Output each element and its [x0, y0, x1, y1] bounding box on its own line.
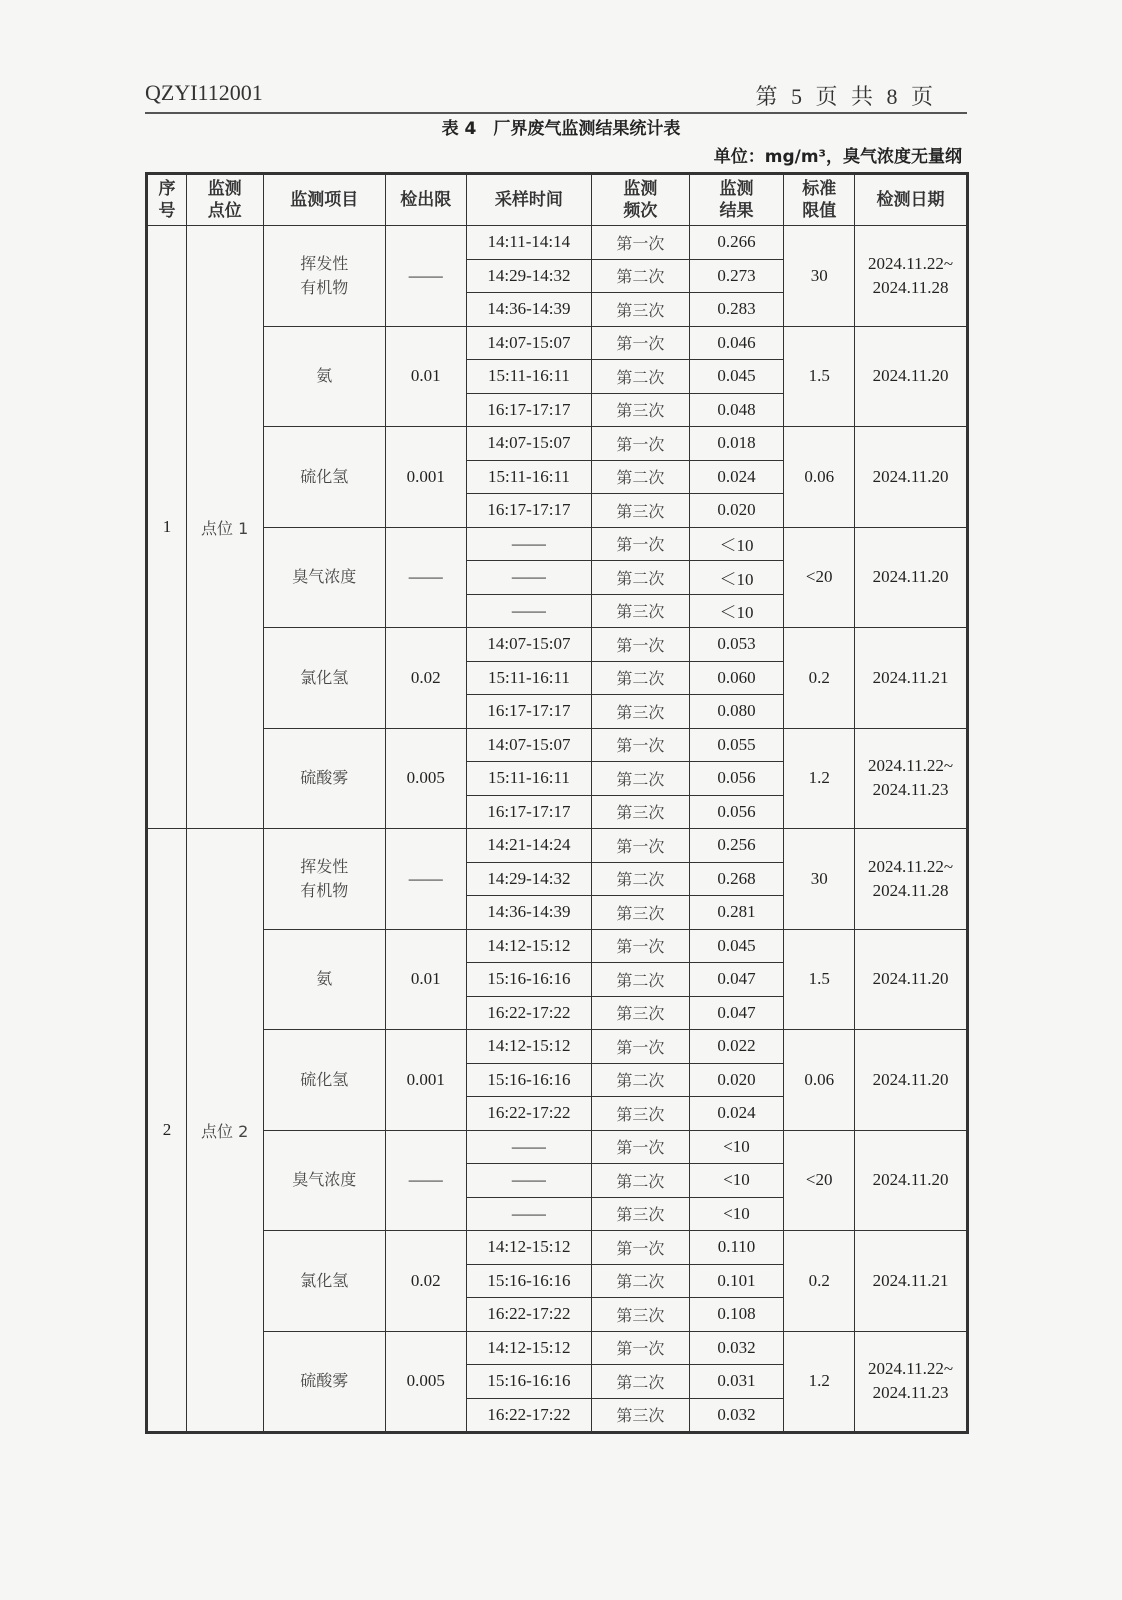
result-value: 0.020: [689, 494, 784, 528]
test-date: 2024.11.20: [855, 1030, 968, 1131]
result-value: 0.056: [689, 795, 784, 829]
page-header: [145, 80, 967, 114]
table-row: [147, 326, 968, 360]
sampling-frequency: 第二次: [592, 360, 690, 394]
column-header-8: 标准 限值: [784, 174, 855, 226]
pollutant-name: 挥发性 有机物: [263, 226, 385, 327]
sampling-time: 16:22-17:22: [466, 996, 592, 1030]
sampling-frequency: 第二次: [592, 661, 690, 695]
table-row: [147, 728, 968, 762]
detection-limit: 0.01: [385, 326, 466, 427]
sampling-time: 14:29-14:32: [466, 862, 592, 896]
sampling-time: 14:21-14:24: [466, 829, 592, 863]
sampling-frequency: 第二次: [592, 1365, 690, 1399]
standard-limit: 0.2: [784, 628, 855, 729]
sampling-frequency: 第一次: [592, 226, 690, 260]
sampling-frequency: 第一次: [592, 728, 690, 762]
result-value: <10: [689, 1197, 784, 1231]
sampling-frequency: 第二次: [592, 862, 690, 896]
table-row: [147, 628, 968, 662]
test-date: 2024.11.20: [855, 326, 968, 427]
sampling-time: 16:17-17:17: [466, 393, 592, 427]
result-value: 0.055: [689, 728, 784, 762]
detection-limit: ——: [385, 527, 466, 628]
table-body: [147, 226, 968, 1433]
test-date: 2024.11.21: [855, 628, 968, 729]
sampling-time: 14:36-14:39: [466, 293, 592, 327]
detection-limit: ——: [385, 829, 466, 930]
column-header-9: 检测日期: [855, 174, 968, 226]
sampling-time: 15:16-16:16: [466, 1063, 592, 1097]
sampling-frequency: 第二次: [592, 1063, 690, 1097]
table-title: 表 4 厂界废气监测结果统计表: [441, 119, 681, 139]
column-header-6: 监测 频次: [592, 174, 690, 226]
sampling-time: 16:22-17:22: [466, 1298, 592, 1332]
detection-limit: ——: [385, 1130, 466, 1231]
test-date: 2024.11.22~ 2024.11.23: [855, 1331, 968, 1433]
table-row: [147, 427, 968, 461]
sampling-frequency: 第二次: [592, 259, 690, 293]
table-row: [147, 1231, 968, 1265]
sampling-time: 14:12-15:12: [466, 1331, 592, 1365]
standard-limit: 0.06: [784, 427, 855, 528]
result-value: 0.056: [689, 762, 784, 796]
table-row: [147, 929, 968, 963]
sampling-frequency: 第三次: [592, 996, 690, 1030]
sampling-time: 16:17-17:17: [466, 695, 592, 729]
sampling-time: ——: [466, 1164, 592, 1198]
sampling-time: 16:17-17:17: [466, 494, 592, 528]
result-value: 0.281: [689, 896, 784, 930]
pollutant-name: 臭气浓度: [263, 1130, 385, 1231]
result-value: 0.108: [689, 1298, 784, 1332]
sampling-frequency: 第三次: [592, 494, 690, 528]
column-header-1: 序 号: [147, 174, 187, 226]
result-value: 0.046: [689, 326, 784, 360]
sampling-time: 15:16-16:16: [466, 1365, 592, 1399]
standard-limit: 1.5: [784, 326, 855, 427]
result-value: 0.047: [689, 996, 784, 1030]
sampling-frequency: 第一次: [592, 628, 690, 662]
sampling-frequency: 第一次: [592, 829, 690, 863]
sampling-time: 15:16-16:16: [466, 963, 592, 997]
column-header-4: 检出限: [385, 174, 466, 226]
sampling-time: 16:17-17:17: [466, 795, 592, 829]
sampling-frequency: 第一次: [592, 929, 690, 963]
table-row: [147, 829, 968, 863]
sampling-frequency: 第一次: [592, 326, 690, 360]
result-value: 0.018: [689, 427, 784, 461]
sampling-time: 15:16-16:16: [466, 1264, 592, 1298]
sampling-frequency: 第三次: [592, 393, 690, 427]
standard-limit: 1.2: [784, 728, 855, 829]
sampling-time: ——: [466, 1197, 592, 1231]
sampling-time: 14:12-15:12: [466, 1030, 592, 1064]
document-id: QZYI112001: [145, 80, 263, 105]
sampling-time: 14:07-15:07: [466, 628, 592, 662]
result-value: 0.110: [689, 1231, 784, 1265]
result-value: 0.266: [689, 226, 784, 260]
sampling-frequency: 第三次: [592, 695, 690, 729]
test-date: 2024.11.20: [855, 929, 968, 1030]
sampling-time: 15:11-16:11: [466, 460, 592, 494]
test-date: 2024.11.22~ 2024.11.28: [855, 829, 968, 930]
result-value: 0.032: [689, 1398, 784, 1433]
detection-limit: 0.01: [385, 929, 466, 1030]
pollutant-name: 硫酸雾: [263, 728, 385, 829]
pollutant-name: 氯化氢: [263, 1231, 385, 1332]
table-row: [147, 1331, 968, 1365]
result-value: ＜10: [689, 561, 784, 595]
sampling-frequency: 第三次: [592, 594, 690, 628]
sampling-time: ——: [466, 594, 592, 628]
result-value: 0.020: [689, 1063, 784, 1097]
site-name: 点位 1: [186, 226, 263, 829]
table-row: [147, 226, 968, 260]
detection-limit: 0.005: [385, 1331, 466, 1433]
site-number: 2: [147, 829, 187, 1433]
column-header-7: 监测 结果: [689, 174, 784, 226]
result-value: 0.080: [689, 695, 784, 729]
column-header-5: 采样时间: [466, 174, 592, 226]
sampling-time: ——: [466, 1130, 592, 1164]
sampling-time: 14:12-15:12: [466, 1231, 592, 1265]
unit-note: 单位：mg/m³，臭气浓度无量纲: [713, 147, 962, 167]
column-header-2: 监测 点位: [186, 174, 263, 226]
sampling-frequency: 第一次: [592, 1030, 690, 1064]
result-value: 0.045: [689, 929, 784, 963]
sampling-frequency: 第三次: [592, 896, 690, 930]
pollutant-name: 臭气浓度: [263, 527, 385, 628]
monitoring-results-table: [145, 172, 969, 1434]
detection-limit: 0.02: [385, 1231, 466, 1332]
sampling-frequency: 第一次: [592, 1331, 690, 1365]
sampling-time: ——: [466, 527, 592, 561]
sampling-time: 14:07-15:07: [466, 728, 592, 762]
test-date: 2024.11.21: [855, 1231, 968, 1332]
pollutant-name: 硫化氢: [263, 427, 385, 528]
sampling-time: 14:12-15:12: [466, 929, 592, 963]
sampling-time: 15:11-16:11: [466, 762, 592, 796]
pollutant-name: 氯化氢: [263, 628, 385, 729]
standard-limit: 0.2: [784, 1231, 855, 1332]
sampling-frequency: 第二次: [592, 1264, 690, 1298]
test-date: 2024.11.22~ 2024.11.23: [855, 728, 968, 829]
result-value: 0.283: [689, 293, 784, 327]
result-value: 0.268: [689, 862, 784, 896]
sampling-time: 14:11-14:14: [466, 226, 592, 260]
sampling-frequency: 第一次: [592, 527, 690, 561]
standard-limit: 30: [784, 829, 855, 930]
sampling-frequency: 第三次: [592, 293, 690, 327]
sampling-time: 14:29-14:32: [466, 259, 592, 293]
result-value: 0.048: [689, 393, 784, 427]
table-row: [147, 1030, 968, 1064]
result-value: 0.031: [689, 1365, 784, 1399]
result-value: 0.273: [689, 259, 784, 293]
standard-limit: 1.2: [784, 1331, 855, 1433]
sampling-time: 14:07-15:07: [466, 326, 592, 360]
test-date: 2024.11.22~ 2024.11.28: [855, 226, 968, 327]
pollutant-name: 氨: [263, 929, 385, 1030]
detection-limit: 0.001: [385, 427, 466, 528]
result-value: ＜10: [689, 527, 784, 561]
standard-limit: <20: [784, 1130, 855, 1231]
sampling-time: 15:11-16:11: [466, 360, 592, 394]
pollutant-name: 氨: [263, 326, 385, 427]
result-value: 0.101: [689, 1264, 784, 1298]
sampling-time: 15:11-16:11: [466, 661, 592, 695]
standard-limit: 1.5: [784, 929, 855, 1030]
test-date: 2024.11.20: [855, 1130, 968, 1231]
result-value: 0.032: [689, 1331, 784, 1365]
table-row: [147, 1130, 968, 1164]
detection-limit: 0.001: [385, 1030, 466, 1131]
sampling-frequency: 第三次: [592, 1398, 690, 1433]
site-name: 点位 2: [186, 829, 263, 1433]
sampling-frequency: 第一次: [592, 1130, 690, 1164]
sampling-frequency: 第三次: [592, 795, 690, 829]
result-value: ＜10: [689, 594, 784, 628]
sampling-frequency: 第二次: [592, 963, 690, 997]
test-date: 2024.11.20: [855, 427, 968, 528]
result-value: 0.024: [689, 1097, 784, 1131]
sampling-frequency: 第一次: [592, 427, 690, 461]
standard-limit: 30: [784, 226, 855, 327]
detection-limit: ——: [385, 226, 466, 327]
sampling-frequency: 第三次: [592, 1197, 690, 1231]
pollutant-name: 硫化氢: [263, 1030, 385, 1131]
sampling-frequency: 第三次: [592, 1298, 690, 1332]
sampling-time: 14:07-15:07: [466, 427, 592, 461]
result-value: 0.053: [689, 628, 784, 662]
sampling-frequency: 第一次: [592, 1231, 690, 1265]
result-value: 0.022: [689, 1030, 784, 1064]
detection-limit: 0.005: [385, 728, 466, 829]
test-date: 2024.11.20: [855, 527, 968, 628]
table-row: [147, 527, 968, 561]
sampling-frequency: 第二次: [592, 561, 690, 595]
standard-limit: 0.06: [784, 1030, 855, 1131]
result-value: 0.047: [689, 963, 784, 997]
sampling-frequency: 第二次: [592, 762, 690, 796]
column-header-3: 监测项目: [263, 174, 385, 226]
detection-limit: 0.02: [385, 628, 466, 729]
site-number: 1: [147, 226, 187, 829]
result-value: 0.256: [689, 829, 784, 863]
result-value: 0.045: [689, 360, 784, 394]
sampling-frequency: 第三次: [592, 1097, 690, 1131]
sampling-time: 14:36-14:39: [466, 896, 592, 930]
result-value: <10: [689, 1164, 784, 1198]
pollutant-name: 挥发性 有机物: [263, 829, 385, 930]
sampling-time: 16:22-17:22: [466, 1097, 592, 1131]
table-header-row: [147, 174, 968, 226]
pollutant-name: 硫酸雾: [263, 1331, 385, 1433]
result-value: <10: [689, 1130, 784, 1164]
sampling-time: ——: [466, 561, 592, 595]
result-value: 0.024: [689, 460, 784, 494]
result-value: 0.060: [689, 661, 784, 695]
sampling-time: 16:22-17:22: [466, 1398, 592, 1433]
sampling-frequency: 第二次: [592, 1164, 690, 1198]
sampling-frequency: 第二次: [592, 460, 690, 494]
page-number: 第 5 页 共 8 页: [755, 84, 937, 109]
standard-limit: <20: [784, 527, 855, 628]
